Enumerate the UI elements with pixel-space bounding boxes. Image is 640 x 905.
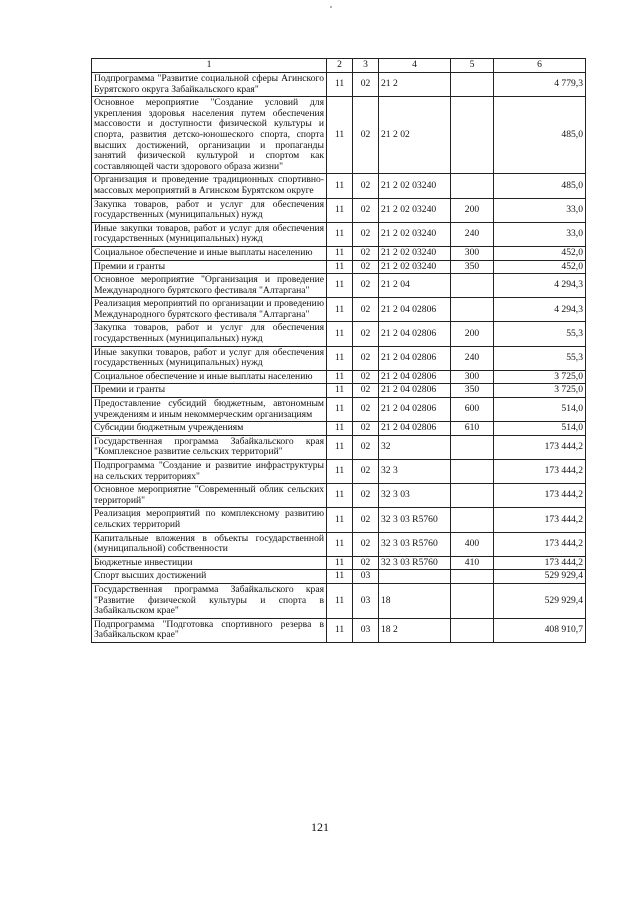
row-subsection: 02 — [353, 346, 379, 370]
row-target-code: 21 2 04 02806 — [379, 322, 451, 346]
row-amount: 173 444,2 — [494, 460, 586, 484]
budget-table — [91, 58, 586, 643]
row-target-code: 21 2 04 02806 — [379, 298, 451, 322]
row-expense-type — [451, 274, 494, 298]
row-name: Подпрограмма "Подготовка спортивного резерва в Забайкальском крае" — [92, 618, 327, 642]
row-amount: 33,0 — [494, 222, 586, 246]
row-section: 11 — [327, 246, 353, 260]
scan-speck — [330, 6, 332, 8]
table-row — [92, 370, 586, 384]
row-section: 11 — [327, 370, 353, 384]
row-amount: 173 444,2 — [494, 556, 586, 570]
row-target-code: 32 3 03 R5760 — [379, 532, 451, 556]
page-number: 121 — [311, 820, 329, 834]
table-row — [92, 260, 586, 274]
row-target-code: 21 2 02 03240 — [379, 198, 451, 222]
table-row — [92, 198, 586, 222]
row-subsection: 02 — [353, 246, 379, 260]
table-row — [92, 532, 586, 556]
table-row — [92, 556, 586, 570]
row-target-code: 21 2 04 02806 — [379, 422, 451, 436]
table-row — [92, 174, 586, 198]
row-section: 11 — [327, 435, 353, 459]
row-target-code: 21 2 02 03240 — [379, 260, 451, 274]
header-cell-1: 1 — [92, 59, 327, 73]
row-target-code: 32 3 03 — [379, 484, 451, 508]
row-amount: 3 725,0 — [494, 384, 586, 398]
row-name: Социальное обеспечение и иные выплаты населению — [92, 246, 327, 260]
row-name: Социальное обеспечение и иные выплаты населению — [92, 370, 327, 384]
row-expense-type: 600 — [451, 398, 494, 422]
table-row — [92, 384, 586, 398]
row-expense-type — [451, 618, 494, 642]
row-section: 11 — [327, 618, 353, 642]
row-amount: 173 444,2 — [494, 532, 586, 556]
row-name: Иные закупки товаров, работ и услуг для обеспечения государственных (муниципальных) нужд — [92, 346, 327, 370]
row-section: 11 — [327, 508, 353, 532]
row-subsection: 02 — [353, 435, 379, 459]
row-section: 11 — [327, 532, 353, 556]
row-subsection: 02 — [353, 174, 379, 198]
table-row — [92, 222, 586, 246]
row-target-code: 21 2 02 — [379, 97, 451, 174]
row-subsection: 02 — [353, 460, 379, 484]
row-expense-type — [451, 73, 494, 97]
row-subsection: 02 — [353, 222, 379, 246]
row-subsection: 03 — [353, 583, 379, 618]
row-amount: 529 929,4 — [494, 583, 586, 618]
row-target-code: 21 2 02 03240 — [379, 222, 451, 246]
row-target-code: 32 3 03 R5760 — [379, 508, 451, 532]
row-name: Государственная программа Забайкальского края "Развитие физической культуры и спорта в Забайкальском крае" — [92, 583, 327, 618]
row-expense-type: 350 — [451, 260, 494, 274]
row-amount: 485,0 — [494, 97, 586, 174]
row-section: 11 — [327, 583, 353, 618]
table-header-row — [92, 59, 586, 73]
row-section: 11 — [327, 384, 353, 398]
row-name: Закупка товаров, работ и услуг для обеспечения государственных (муниципальных) нужд — [92, 322, 327, 346]
row-expense-type: 300 — [451, 246, 494, 260]
row-target-code: 21 2 02 03240 — [379, 246, 451, 260]
header-cell-6: 6 — [494, 59, 586, 73]
row-name: Реализация мероприятий по комплексному развитию сельских территорий — [92, 508, 327, 532]
row-section: 11 — [327, 484, 353, 508]
header-cell-3: 3 — [353, 59, 379, 73]
row-subsection: 02 — [353, 260, 379, 274]
row-section: 11 — [327, 556, 353, 570]
row-expense-type: 240 — [451, 346, 494, 370]
table-row — [92, 322, 586, 346]
row-target-code: 21 2 04 02806 — [379, 346, 451, 370]
row-amount: 4 294,3 — [494, 274, 586, 298]
row-amount: 4 294,3 — [494, 298, 586, 322]
row-expense-type — [451, 174, 494, 198]
row-name: Реализация мероприятий по организации и проведению Международного бурятского фестиваля "Алтаргана" — [92, 298, 327, 322]
table-row — [92, 422, 586, 436]
row-target-code: 21 2 — [379, 73, 451, 97]
row-target-code: 21 2 04 02806 — [379, 370, 451, 384]
row-subsection: 02 — [353, 274, 379, 298]
row-amount: 452,0 — [494, 260, 586, 274]
row-section: 11 — [327, 298, 353, 322]
table-row — [92, 583, 586, 618]
table-row — [92, 460, 586, 484]
row-subsection: 03 — [353, 570, 379, 584]
row-section: 11 — [327, 174, 353, 198]
row-expense-type — [451, 508, 494, 532]
row-amount: 173 444,2 — [494, 435, 586, 459]
row-expense-type — [451, 484, 494, 508]
row-expense-type — [451, 97, 494, 174]
row-section: 11 — [327, 198, 353, 222]
row-subsection: 02 — [353, 398, 379, 422]
table-row — [92, 73, 586, 97]
row-section: 11 — [327, 398, 353, 422]
row-target-code: 18 2 — [379, 618, 451, 642]
row-subsection: 02 — [353, 73, 379, 97]
row-subsection: 02 — [353, 198, 379, 222]
row-section: 11 — [327, 222, 353, 246]
row-subsection: 02 — [353, 556, 379, 570]
row-section: 11 — [327, 260, 353, 274]
row-expense-type: 610 — [451, 422, 494, 436]
row-section: 11 — [327, 97, 353, 174]
row-expense-type — [451, 583, 494, 618]
row-target-code: 21 2 02 03240 — [379, 174, 451, 198]
table-row — [92, 398, 586, 422]
table-row — [92, 246, 586, 260]
table-row — [92, 618, 586, 642]
table-body — [92, 73, 586, 643]
row-target-code: 32 3 03 R5760 — [379, 556, 451, 570]
row-amount: 485,0 — [494, 174, 586, 198]
row-name: Капитальные вложения в объекты государственной (муниципальной) собственности — [92, 532, 327, 556]
row-target-code: 21 2 04 02806 — [379, 384, 451, 398]
table-row — [92, 274, 586, 298]
table-row — [92, 97, 586, 174]
row-subsection: 02 — [353, 97, 379, 174]
row-name: Субсидии бюджетным учреждениям — [92, 422, 327, 436]
row-subsection: 02 — [353, 484, 379, 508]
row-expense-type — [451, 298, 494, 322]
row-subsection: 02 — [353, 322, 379, 346]
row-name: Премии и гранты — [92, 384, 327, 398]
row-expense-type — [451, 570, 494, 584]
row-amount: 514,0 — [494, 398, 586, 422]
row-name: Основное мероприятие "Современный облик сельских территорий" — [92, 484, 327, 508]
row-target-code: 32 — [379, 435, 451, 459]
header-cell-4: 4 — [379, 59, 451, 73]
row-amount: 514,0 — [494, 422, 586, 436]
row-subsection: 02 — [353, 422, 379, 436]
row-amount: 173 444,2 — [494, 508, 586, 532]
row-amount: 33,0 — [494, 198, 586, 222]
table-row — [92, 435, 586, 459]
row-section: 11 — [327, 274, 353, 298]
row-subsection: 03 — [353, 618, 379, 642]
row-amount: 55,3 — [494, 322, 586, 346]
row-expense-type — [451, 435, 494, 459]
row-name: Государственная программа Забайкальского края "Комплексное развитие сельских территорий" — [92, 435, 327, 459]
row-section: 11 — [327, 570, 353, 584]
row-section: 11 — [327, 322, 353, 346]
row-section: 11 — [327, 460, 353, 484]
row-target-code: 18 — [379, 583, 451, 618]
row-name: Предоставление субсидий бюджетным, автономным учреждениям и иным некоммерческим организациям — [92, 398, 327, 422]
row-amount: 3 725,0 — [494, 370, 586, 384]
row-expense-type — [451, 460, 494, 484]
row-subsection: 02 — [353, 508, 379, 532]
table-row — [92, 346, 586, 370]
table-row — [92, 508, 586, 532]
row-amount: 173 444,2 — [494, 484, 586, 508]
row-amount: 452,0 — [494, 246, 586, 260]
row-expense-type: 400 — [451, 532, 494, 556]
row-name: Спорт высших достижений — [92, 570, 327, 584]
row-target-code: 21 2 04 — [379, 274, 451, 298]
row-section: 11 — [327, 422, 353, 436]
row-expense-type: 200 — [451, 198, 494, 222]
row-name: Подпрограмма "Создание и развитие инфраструктуры на сельских территориях" — [92, 460, 327, 484]
row-name: Организация и проведение традиционных спортивно-массовых мероприятий в Агинском Бурятском округе — [92, 174, 327, 198]
header-cell-5: 5 — [451, 59, 494, 73]
table-row — [92, 298, 586, 322]
row-subsection: 02 — [353, 384, 379, 398]
row-expense-type: 350 — [451, 384, 494, 398]
row-amount: 4 779,3 — [494, 73, 586, 97]
row-expense-type: 410 — [451, 556, 494, 570]
row-subsection: 02 — [353, 370, 379, 384]
row-amount: 529 929,4 — [494, 570, 586, 584]
row-section: 11 — [327, 73, 353, 97]
row-name: Подпрограмма "Развитие социальной сферы Агинского Бурятского округа Забайкальского края" — [92, 73, 327, 97]
row-name: Основное мероприятие "Организация и проведение Международного бурятского фестиваля "Алтаргана" — [92, 274, 327, 298]
row-name: Премии и гранты — [92, 260, 327, 274]
row-subsection: 02 — [353, 532, 379, 556]
row-target-code: 21 2 04 02806 — [379, 398, 451, 422]
row-name: Бюджетные инвестиции — [92, 556, 327, 570]
row-expense-type: 300 — [451, 370, 494, 384]
row-amount: 408 910,7 — [494, 618, 586, 642]
table-row — [92, 484, 586, 508]
row-name: Закупка товаров, работ и услуг для обеспечения государственных (муниципальных) нужд — [92, 198, 327, 222]
row-amount: 55,3 — [494, 346, 586, 370]
row-target-code — [379, 570, 451, 584]
row-section: 11 — [327, 346, 353, 370]
row-target-code: 32 3 — [379, 460, 451, 484]
row-expense-type: 240 — [451, 222, 494, 246]
header-cell-2: 2 — [327, 59, 353, 73]
table-row — [92, 570, 586, 584]
row-subsection: 02 — [353, 298, 379, 322]
row-name: Основное мероприятие "Создание условий для укрепления здоровья населения путем обеспечения массовости и доступности физической культуры и спорта, развития детско-юношеского спорта, спорта высших достижений, организации и пропаганды занятий физической культурой и спортом как составляющей части здорового образа жизни" — [92, 97, 327, 174]
row-name: Иные закупки товаров, работ и услуг для обеспечения государственных (муниципальных) нужд — [92, 222, 327, 246]
row-expense-type: 200 — [451, 322, 494, 346]
